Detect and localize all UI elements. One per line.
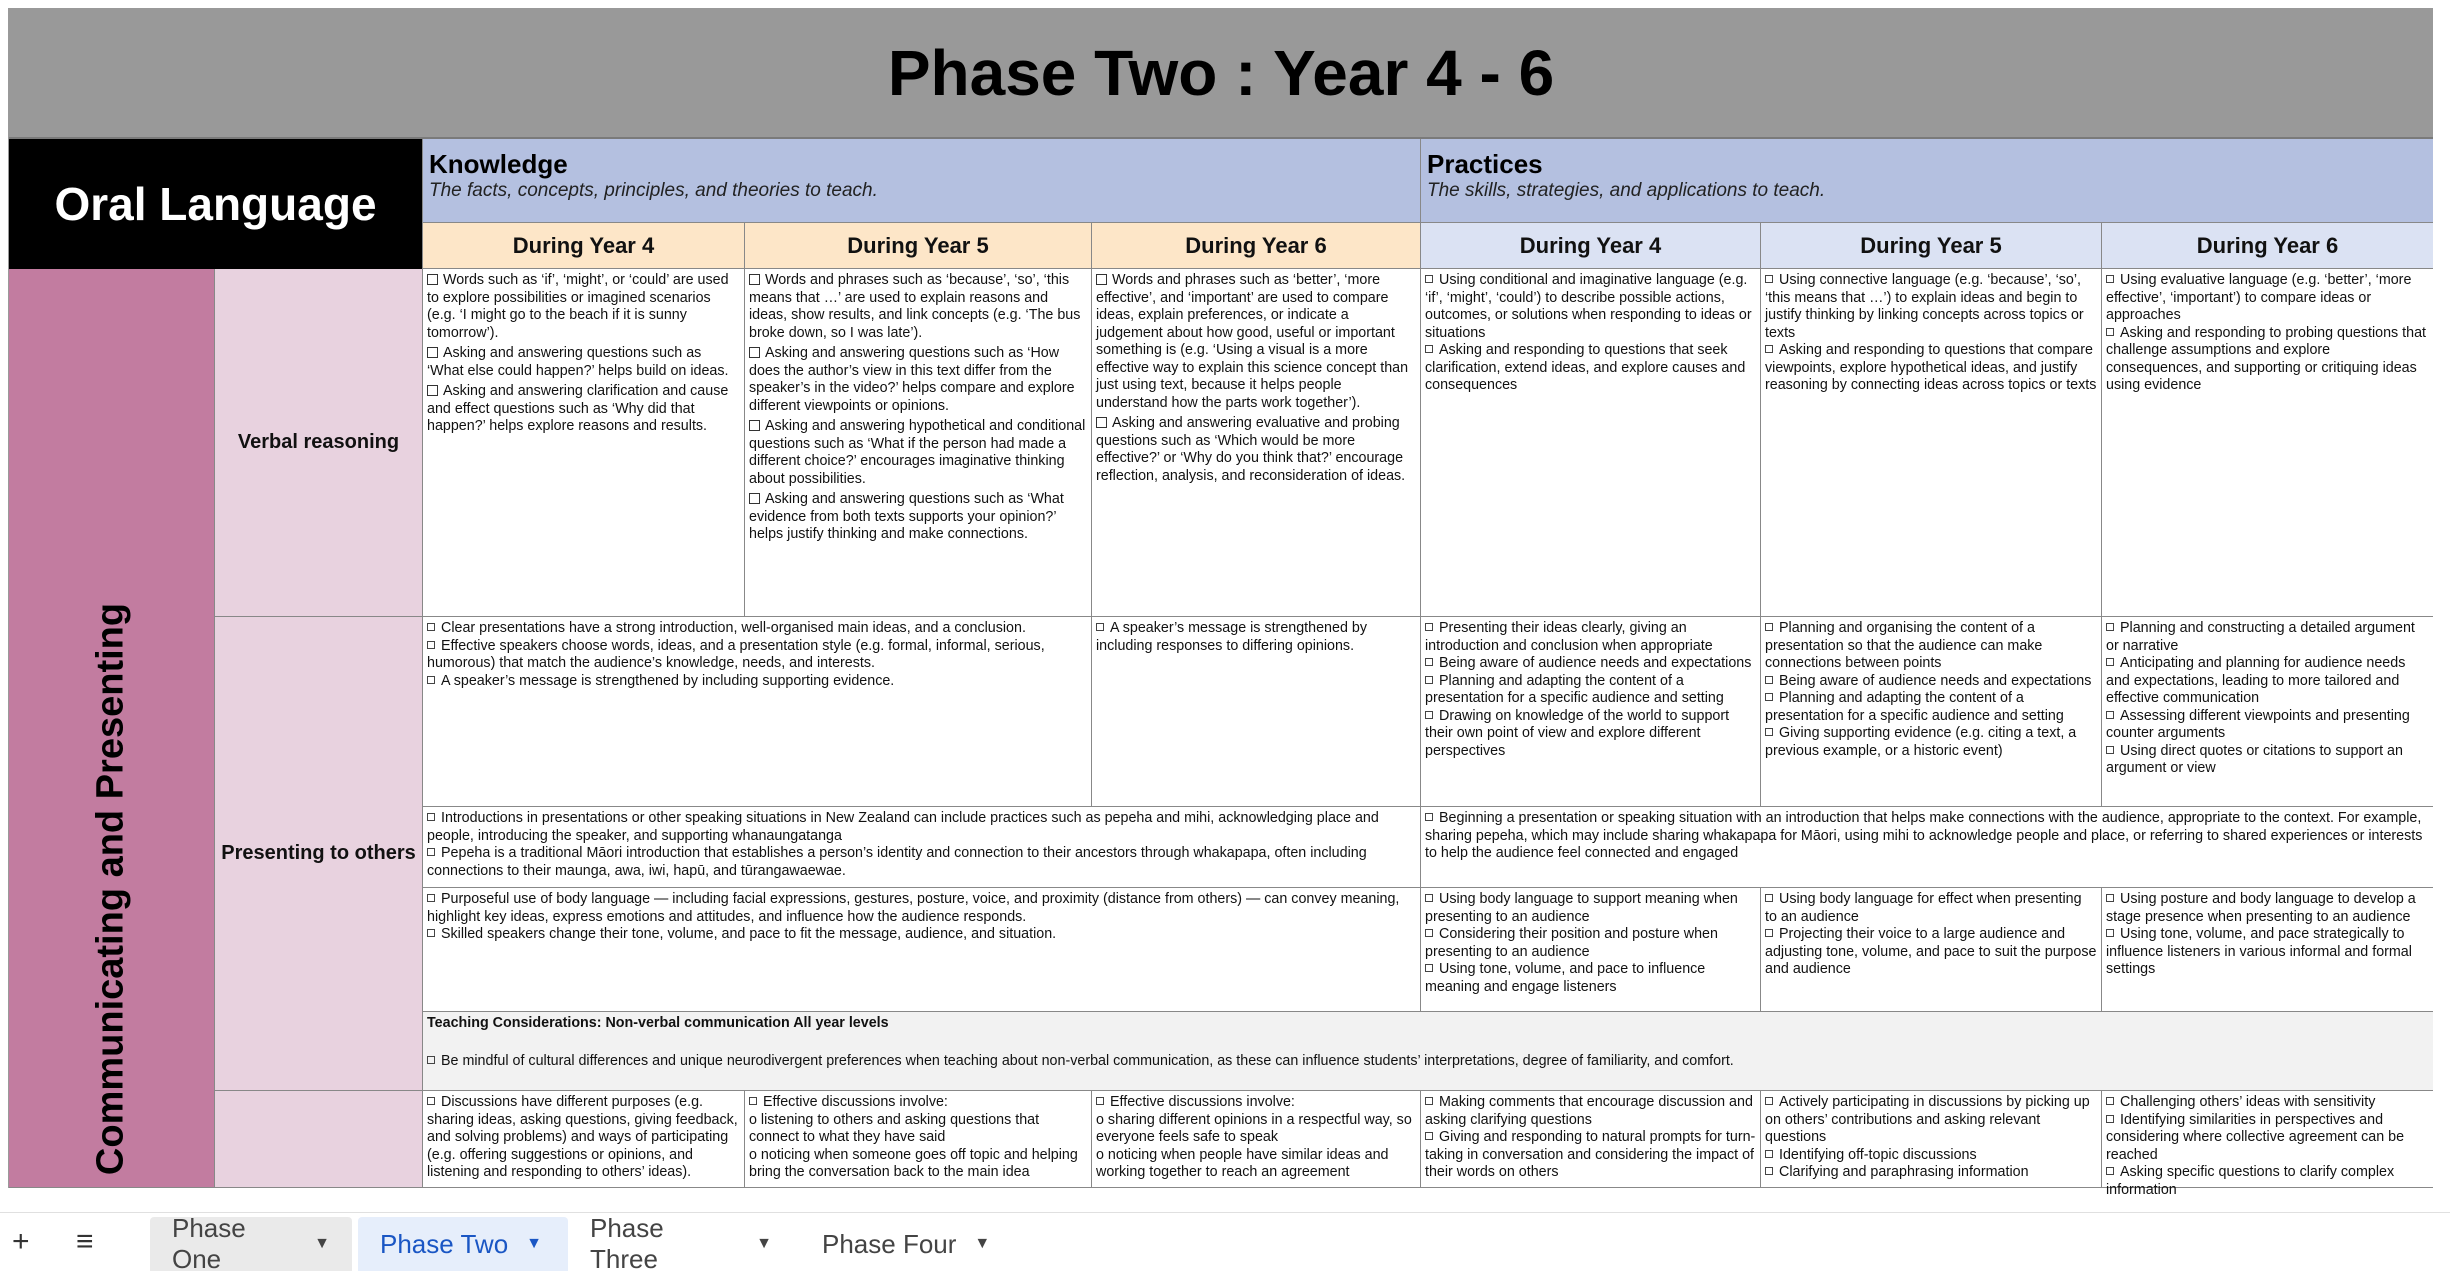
list-item: Asking and answering hypothetical and conditional questions such as ‘What if the person had made a different choice?’ encourages imaginative thinking about possibilities. — [749, 418, 1086, 487]
list-item: Being aware of audience needs and expectations — [1765, 673, 2097, 691]
learning-area-label: Oral Language — [9, 139, 422, 269]
list-item: Discussions have different purposes (e.g. sharing ideas, asking questions, giving feedback, and solving problems) and ways of participating (e.g. offering suggestions or opinions, and listening and responding to others’ ideas). — [427, 1094, 738, 1180]
chevron-down-icon[interactable]: ▼ — [974, 1235, 991, 1252]
checkbox-icon — [1765, 1150, 1773, 1158]
spreadsheet-grid — [8, 8, 2432, 1198]
strand-label: Communicating and Presenting — [89, 602, 132, 1176]
presenting-practices-year6[interactable] — [2101, 617, 2433, 807]
list-item: Using connective language (e.g. ‘because’, ‘so’, ‘this means that …’) to explain ideas and begin to justify thinking by linking concepts across topics or texts — [1765, 272, 2084, 341]
verbal-knowledge-year6[interactable] — [1091, 269, 1420, 617]
checkbox-icon — [1425, 964, 1433, 972]
list-item: Being aware of audience needs and expectations — [1425, 655, 1756, 673]
list-item: Using body language to support meaning when presenting to an audience — [1425, 891, 1738, 925]
checkbox-icon — [1096, 274, 1107, 285]
list-item: A speaker’s message is strengthened by including responses to differing opinions. — [1096, 620, 1367, 654]
checkbox-icon — [427, 641, 435, 649]
presenting-practices-year5[interactable] — [1760, 617, 2101, 807]
substrand-next — [214, 1091, 422, 1188]
list-item: Using tone, volume, and pace strategically to influence listeners in various informal and formal settings — [2106, 926, 2412, 977]
verbal-practices-year5[interactable] — [1760, 269, 2101, 617]
checkbox-icon — [2106, 1115, 2114, 1123]
teaching-considerations-title: Teaching Considerations: Non-verbal communication All year levels — [427, 1015, 889, 1031]
list-item: Challenging others’ ideas with sensitivity — [2106, 1094, 2429, 1112]
year-header-practices-5: During Year 5 — [1760, 223, 2101, 269]
discussion-practices-year6[interactable] — [2101, 1091, 2433, 1198]
all-sheets-menu-icon[interactable]: ≡ — [76, 1225, 94, 1258]
sheet-tab-phase-one[interactable]: Phase One ▼ — [150, 1217, 352, 1271]
list-item: Words such as ‘if’, ‘might’, or ‘could’ are used to explore possibilities or imagined scenarios (e.g. ‘I might go to the beach if it is sunny tomorrow’). — [427, 272, 729, 341]
teaching-considerations[interactable] — [422, 1012, 2433, 1091]
list-item: Pepeha is a traditional Māori introduction that establishes a person’s identity and connection to their ancestors through whakapapa, often including connections to their maunga, awa, iwi, hapū, and tūrangawaewae. — [427, 845, 1367, 879]
list-item: Asking and responding to probing questions that challenge assumptions and explore consequences, and supporting or critiquing ideas using evidence — [2106, 324, 2427, 393]
list-item: Using body language for effect when presenting to an audience — [1765, 891, 2082, 925]
year-header-knowledge-6: During Year 6 — [1091, 223, 1420, 269]
checkbox-icon — [427, 623, 435, 631]
list-item: Using evaluative language (e.g. ‘better’, ‘more effective’, ‘important’) to compare ideas or approaches — [2106, 272, 2412, 323]
list-item: Giving and responding to natural prompts for turn-taking in conversation and considering the impact of their words on others — [1425, 1129, 1756, 1180]
list-item: Skilled speakers change their tone, volume, and pace to fit the message, audience, and situation. — [427, 926, 1416, 944]
list-item: Planning and organising the content of a presentation so that the audience can make connections between points — [1765, 620, 2043, 671]
list-item: Purposeful use of body language — including facial expressions, gestures, posture, voice, and proximity (distance from others) — can convey meaning, highlight key ideas, express emotions and attitudes, and influence how the audience responds. — [427, 891, 1400, 925]
checkbox-icon — [1096, 623, 1104, 631]
list-item: Introductions in presentations or other speaking situations in New Zealand can include practices such as pepeha and mihi, acknowledging place and people, introducing the speaker, and supporting whanaungatanga — [427, 810, 1379, 844]
list-item: Asking and answering questions such as ‘How does the author’s view in this text differ from the speaker’s in the video?’ helps compare and explore different viewpoints or opinions. — [749, 345, 1075, 414]
checkbox-icon — [1765, 693, 1773, 701]
list-item: A speaker’s message is strengthened by including supporting evidence. — [427, 673, 1087, 691]
checkbox-icon — [427, 894, 435, 902]
checkbox-icon — [1425, 345, 1433, 353]
presenting-knowledge-year4-5[interactable] — [422, 617, 1091, 807]
checkbox-icon — [1765, 1167, 1773, 1175]
body-language-practices-year6[interactable] — [2101, 888, 2433, 1012]
knowledge-header — [422, 139, 1420, 223]
verbal-practices-year6[interactable] — [2101, 269, 2433, 617]
list-item: o noticing when someone goes off topic and helping bring the conversation back to the main idea — [749, 1146, 1078, 1180]
checkbox-icon — [1765, 728, 1773, 736]
discussion-knowledge-year6[interactable] — [1091, 1091, 1420, 1188]
checkbox-icon — [427, 929, 435, 937]
sheet-tab-phase-four[interactable]: Phase Four ▼ — [822, 1228, 991, 1259]
checkbox-icon — [1425, 623, 1433, 631]
verbal-knowledge-year5[interactable] — [744, 269, 1091, 617]
body-language-knowledge[interactable] — [422, 888, 1420, 1012]
list-item: Giving supporting evidence (e.g. citing a text, a previous example, or a historic event) — [1765, 725, 2077, 759]
discussion-knowledge-year5[interactable] — [744, 1091, 1091, 1188]
checkbox-icon — [749, 347, 760, 358]
list-item: Effective discussions involve: — [749, 1094, 1087, 1112]
list-item: Drawing on knowledge of the world to support their own point of view and explore different perspectives — [1425, 707, 1730, 759]
presenting-knowledge-year6[interactable] — [1091, 617, 1420, 807]
checkbox-icon — [1765, 275, 1773, 283]
checkbox-icon — [1765, 676, 1773, 684]
checkbox-icon — [1425, 813, 1433, 821]
checkbox-icon — [427, 385, 438, 396]
page-title: Phase Two : Year 4 - 6 — [9, 8, 2433, 139]
list-item: Making comments that encourage discussion and asking clarifying questions — [1425, 1094, 1753, 1128]
checkbox-icon — [427, 347, 438, 358]
year-header-practices-4: During Year 4 — [1420, 223, 1760, 269]
list-item: Asking and answering questions such as ‘What evidence from both texts supports your opinion?’ helps justify thinking and make connections. — [749, 491, 1064, 542]
verbal-knowledge-year4[interactable] — [422, 269, 744, 617]
list-item: Words and phrases such as ‘because’, ‘so’, ‘this means that …’ are used to explain reasons and ideas, show results, and link concepts (e.g. ‘The bus broke down, so I was late’). — [749, 272, 1081, 341]
list-item: Actively participating in discussions by picking up on others’ contributions and asking relevant questions — [1765, 1094, 2090, 1145]
discussion-knowledge-year4[interactable] — [422, 1091, 744, 1188]
year-header-knowledge-4: During Year 4 — [422, 223, 744, 269]
substrand-verbal-reasoning: Verbal reasoning — [214, 269, 422, 617]
chevron-down-icon[interactable]: ▼ — [756, 1235, 772, 1252]
list-item: Clear presentations have a strong introduction, well-organised main ideas, and a conclusion. — [427, 620, 1087, 638]
checkbox-icon — [427, 676, 435, 684]
checkbox-icon — [427, 813, 435, 821]
list-item: Asking and responding to questions that compare viewpoints, explore hypothetical ideas, and justify reasoning by connecting ideas across topics or texts — [1765, 342, 2097, 393]
list-item: Assessing different viewpoints and presenting counter arguments — [2106, 707, 2410, 741]
checkbox-icon — [2106, 658, 2114, 666]
list-item: Be mindful of cultural differences and unique neurodivergent preferences when teaching about non-verbal communication, as these can influence students’ interpretations, degree of familiarity, and comfort. — [427, 1053, 2429, 1071]
sheet-tab-bar — [0, 1212, 2450, 1274]
chevron-down-icon[interactable]: ▼ — [526, 1235, 543, 1252]
list-item: Planning and constructing a detailed argument or narrative — [2106, 620, 2415, 654]
chevron-down-icon[interactable]: ▼ — [314, 1235, 330, 1252]
list-item: Asking and responding to questions that seek clarification, extend ideas, and explore causes and consequences — [1425, 342, 1746, 393]
body-language-practices-year4[interactable] — [1420, 888, 1760, 1012]
list-item: Using posture and body language to develop a stage presence when presenting to an audience — [2106, 891, 2416, 925]
list-item: Effective discussions involve: — [1096, 1094, 1416, 1112]
list-item: Identifying off-topic discussions — [1765, 1147, 2097, 1165]
list-item: Considering their position and posture when presenting to an audience — [1425, 926, 1718, 960]
checkbox-icon — [1765, 929, 1773, 937]
checkbox-icon — [427, 1097, 435, 1105]
list-item: Asking and answering clarification and cause and effect questions such as ‘Why did that happen?’ helps explore reasons and results. — [427, 383, 729, 434]
list-item: Using direct quotes or citations to support an argument or view — [2106, 742, 2403, 776]
substrand-presenting-to-others: Presenting to others — [214, 617, 422, 1091]
list-item: Asking specific questions to clarify complex information — [2106, 1164, 2395, 1198]
checkbox-icon — [1096, 1097, 1104, 1105]
practices-subheading: The skills, strategies, and applications to teach. — [1427, 180, 1826, 201]
checkbox-icon — [749, 420, 760, 431]
verbal-practices-year4[interactable] — [1420, 269, 1760, 617]
checkbox-icon — [427, 274, 438, 285]
checkbox-icon — [1765, 894, 1773, 902]
list-item: Anticipating and planning for audience needs and expectations, leading to more tailored and effective communication — [2106, 655, 2406, 706]
checkbox-icon — [749, 1097, 757, 1105]
practices-header — [1420, 139, 2433, 223]
knowledge-subheading: The facts, concepts, principles, and theories to teach. — [429, 180, 878, 201]
checkbox-icon — [2106, 894, 2114, 902]
sheet-tab-phase-two[interactable]: Phase Two ▼ — [358, 1217, 568, 1271]
strand-label-cell — [9, 269, 214, 1188]
checkbox-icon — [2106, 275, 2114, 283]
list-item: Projecting their voice to a large audience and adjusting tone, volume, and pace to suit the purpose and audience — [1765, 926, 2097, 977]
checkbox-icon — [1425, 1132, 1433, 1140]
discussion-practices-year4[interactable] — [1420, 1091, 1760, 1188]
checkbox-icon — [749, 274, 760, 285]
add-sheet-icon[interactable]: + — [12, 1225, 30, 1258]
checkbox-icon — [2106, 1167, 2114, 1175]
checkbox-icon — [2106, 746, 2114, 754]
sheet-tab-phase-three[interactable]: Phase Three ▼ — [590, 1213, 772, 1274]
checkbox-icon — [1425, 676, 1433, 684]
year-header-knowledge-5: During Year 5 — [744, 223, 1091, 269]
checkbox-icon — [1765, 345, 1773, 353]
list-item: o noticing when people have similar ideas and working together to reach an agreement — [1096, 1146, 1389, 1180]
checkbox-icon — [1425, 1097, 1433, 1105]
list-item: Effective speakers choose words, ideas, and a presentation style (e.g. formal, informal, serious, humorous) that match the audience’s knowledge, needs, and interests. — [427, 637, 1045, 671]
checkbox-icon — [1425, 658, 1433, 666]
checkbox-icon — [2106, 1097, 2114, 1105]
checkbox-icon — [1096, 417, 1107, 428]
discussion-practices-year5[interactable] — [1760, 1091, 2101, 1188]
checkbox-icon — [1425, 275, 1433, 283]
checkbox-icon — [2106, 929, 2114, 937]
checkbox-icon — [1425, 929, 1433, 937]
list-item: Asking and answering evaluative and probing questions such as ‘Which would be more effective?’ or ‘Why do you think that?’ encourage reflection, analysis, and reconsideration of ideas. — [1096, 415, 1406, 484]
year-header-practices-6: During Year 6 — [2101, 223, 2433, 269]
list-item: Planning and adapting the content of a presentation for a specific audience and setting — [1765, 690, 2064, 724]
checkbox-icon — [1425, 711, 1433, 719]
list-item: Presenting their ideas clearly, giving an introduction and conclusion when appropriate — [1425, 620, 1713, 654]
presenting-practices-year4[interactable] — [1420, 617, 1760, 807]
checkbox-icon — [1765, 623, 1773, 631]
body-language-practices-year5[interactable] — [1760, 888, 2101, 1012]
list-item: o sharing different opinions in a respectful way, so everyone feels safe to speak — [1096, 1111, 1412, 1145]
practices-heading: Practices — [1427, 149, 1543, 179]
list-item: Asking and answering questions such as ‘What else could happen?’ helps build on ideas. — [427, 345, 729, 379]
checkbox-icon — [427, 1056, 435, 1064]
knowledge-heading: Knowledge — [429, 149, 568, 179]
introductions-knowledge[interactable] — [422, 807, 1420, 888]
list-item: Words and phrases such as ‘better’, ‘more effective’, and ‘important’ are used to compare ideas, explain preferences, or indicate a judgement about how good, useful or important something is (e.g. ‘Using a visual is a more effective way to explain this science concept than just using text, because it helps people understand how the parts work together’). — [1096, 272, 1409, 411]
introductions-practices[interactable] — [1420, 807, 2433, 888]
checkbox-icon — [2106, 328, 2114, 336]
checkbox-icon — [1425, 894, 1433, 902]
list-item: Using tone, volume, and pace to influence meaning and engage listeners — [1425, 961, 1706, 995]
list-item: o listening to others and asking questions that connect to what they have said — [749, 1111, 1040, 1145]
list-item: Identifying similarities in perspectives and considering where collective agreement can be reached — [2106, 1111, 2405, 1163]
checkbox-icon — [427, 848, 435, 856]
list-item: Planning and adapting the content of a presentation for a specific audience and setting — [1425, 672, 1724, 706]
list-item: Beginning a presentation or speaking situation with an introduction that helps make connections with the audience, appropriate to the context. For example, sharing pepeha, which may include sharing whakapapa for Māori, using mihi to acknowledge people and place, or referring to shared experiences or interests to help the audience feel connected and engaged — [1425, 810, 2423, 861]
list-item: Using conditional and imaginative language (e.g. ‘if’, ‘might’, ‘could’) to describe possible actions, outcomes, or solutions when responding to ideas or situations — [1425, 272, 1752, 341]
checkbox-icon — [2106, 623, 2114, 631]
list-item: Clarifying and paraphrasing information — [1765, 1164, 2097, 1182]
checkbox-icon — [749, 493, 760, 504]
checkbox-icon — [1765, 1097, 1773, 1105]
checkbox-icon — [2106, 711, 2114, 719]
